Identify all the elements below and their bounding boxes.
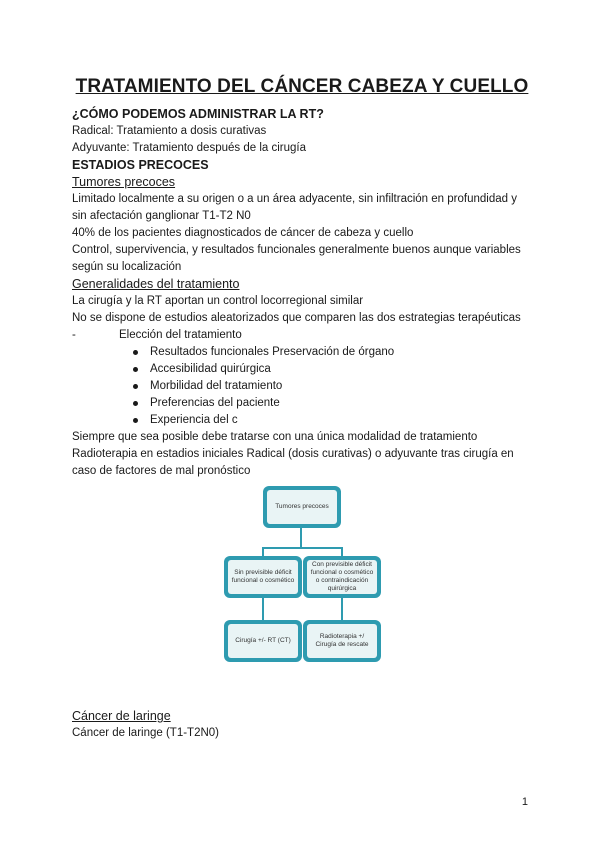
left-middle-node (224, 556, 302, 598)
connector-line (341, 598, 343, 620)
early-tumors-line: Control, supervivencia, y resultados funcionales generalmente buenos aunque variables según su localización (72, 244, 521, 273)
larynx-heading: Cáncer de laringe (72, 709, 171, 723)
list-item-text: Resultados funcionales Preservación de órgano (150, 346, 395, 358)
bullet-icon (133, 401, 138, 406)
document-page (72, 72, 532, 742)
left-bottom-node-label: Cirugía +/- RT (CT) (228, 624, 298, 658)
root-node-label: Tumores precoces (267, 490, 337, 524)
right-middle-node-label: Con previsible déficit funcional o cosmético o contraindicación quirúrgica (307, 560, 377, 594)
bullet-icon (133, 367, 138, 372)
connector-line (262, 598, 264, 620)
list-item-text: Accesibilidad quirúrgica (150, 363, 271, 375)
connector-line (300, 526, 302, 548)
list-item (133, 395, 532, 412)
radiotherapy-line: Radioterapia en estadios iniciales Radical (dosis curativas) o adyuvante tras cirugía en caso de factores de mal pronóstico (72, 448, 514, 477)
rt-question-heading: ¿CÓMO PODEMOS ADMINISTRAR LA RT? (72, 107, 324, 121)
list-item-text: Preferencias del paciente (150, 397, 280, 409)
list-item (133, 378, 532, 395)
treatment-choice-label: Elección del tratamiento (119, 329, 242, 341)
list-item (133, 361, 532, 378)
early-tumors-line: 40% de los pacientes diagnosticados de cáncer de cabeza y cuello (72, 227, 414, 239)
list-item-text: Experiencia del c (150, 414, 238, 426)
right-bottom-node (303, 620, 381, 662)
document-title: TRATAMIENTO DEL CÁNCER CABEZA Y CUELLO (75, 76, 529, 97)
right-bottom-node-label: Radioterapia +/ Cirugía de rescate (307, 624, 377, 658)
bullet-icon (133, 384, 138, 389)
list-item-text: Morbilidad del tratamiento (150, 380, 283, 392)
adjuvant-line: Adyuvante: Tratamiento después de la cirugía (72, 142, 306, 154)
list-item (133, 344, 532, 361)
list-item (133, 412, 532, 429)
bullet-icon (133, 418, 138, 423)
treatment-criteria-list (72, 344, 532, 429)
radical-line: Radical: Tratamiento a dosis curativas (72, 125, 267, 137)
root-node (263, 486, 341, 528)
dash-marker: - (72, 329, 76, 341)
early-tumors-heading: Tumores precoces (72, 175, 176, 189)
connector-line (262, 547, 342, 549)
single-modality-line: Siempre que sea posible debe tratarse con una única modalidad de tratamiento (72, 431, 478, 443)
larynx-line: Cáncer de laringe (T1-T2N0) (72, 727, 220, 739)
treatment-line: La cirugía y la RT aportan un control locorregional similar (72, 295, 364, 307)
bullet-icon (133, 350, 138, 355)
treatment-line: No se dispone de estudios aleatorizados que comparen las dos estrategias terapéuticas (72, 312, 521, 324)
treatment-choice-item (72, 327, 532, 344)
page-number: 1 (521, 796, 528, 808)
early-stages-heading: ESTADIOS PRECOCES (72, 158, 209, 172)
treatment-flow-diagram (72, 486, 532, 704)
left-middle-node-label: Sin previsible déficit funcional o cosmético (228, 560, 298, 594)
left-bottom-node (224, 620, 302, 662)
right-middle-node (303, 556, 381, 598)
early-tumors-line: Limitado localmente a su origen o a un área adyacente, sin infiltración en profundidad y sin afectación ganglionar T1-T2 N0 (72, 193, 517, 222)
treatment-heading: Generalidades del tratamiento (72, 277, 240, 291)
